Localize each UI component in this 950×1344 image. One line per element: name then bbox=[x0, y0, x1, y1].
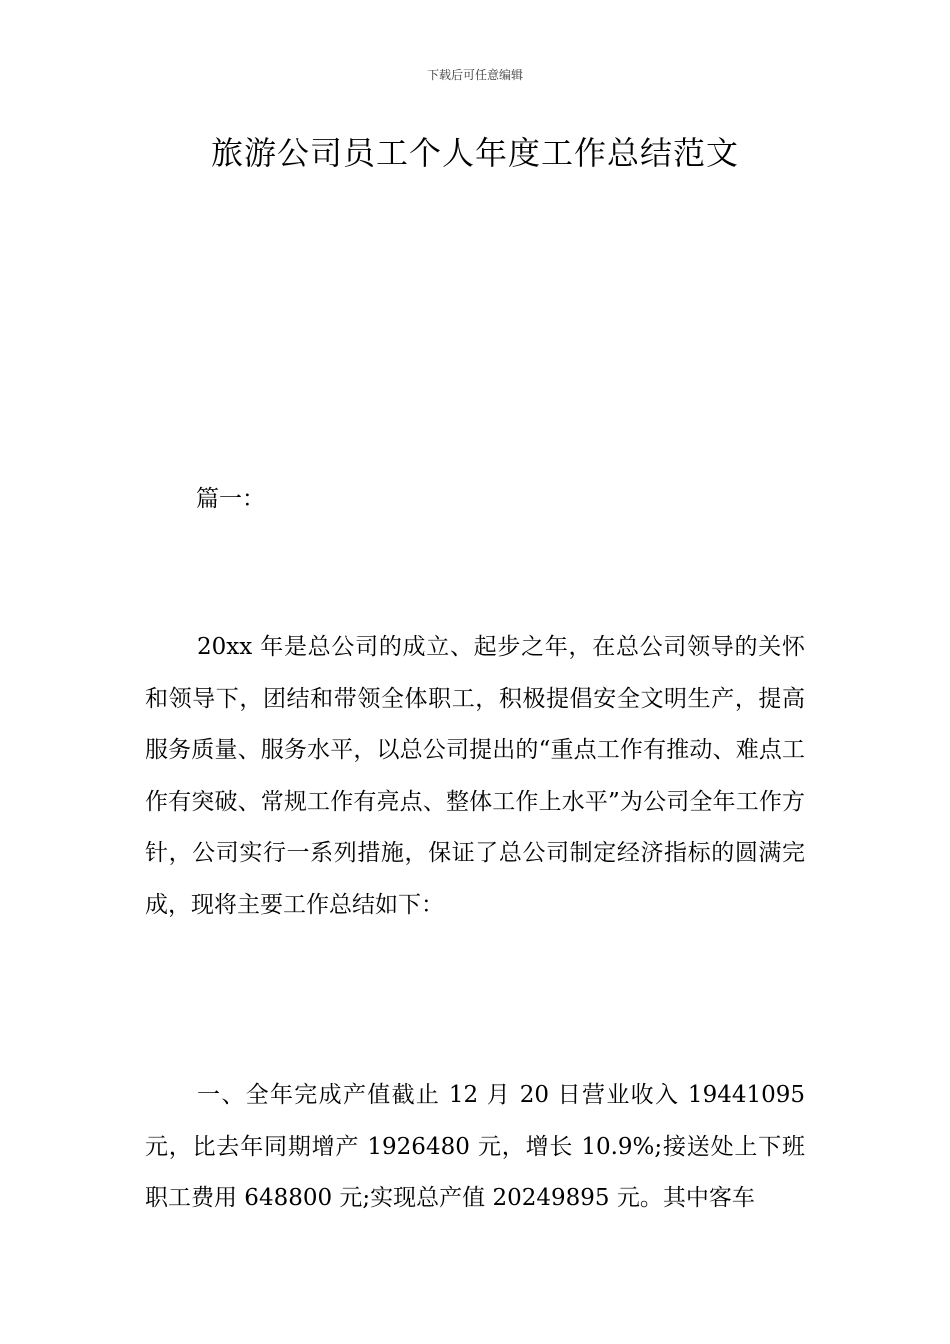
document-title: 旅游公司员工个人年度工作总结范文 bbox=[210, 134, 739, 172]
section-heading: 篇一： bbox=[196, 486, 265, 512]
paragraph-output: 一、全年完成产值截止 12 月 20 日营业收入 19441095 元，比去年同期增产 1926480 元，增长 10.9%;接送处上下班职工费用 648800 元;实现总产值 20249895 元。其中客车 bbox=[145, 1082, 805, 1212]
header-note: 下载后可任意编辑 bbox=[426, 68, 523, 82]
paragraph-intro: 20xx 年是总公司的成立、起步之年，在总公司领导的关怀和领导下，团结和带领全体职工，积极提倡安全文明生产，提高服务质量、服务水平，以总公司提出的“重点工作有推动、难点工作有突破、常规工作有亮点、整体工作上水平”为公司全年工作方针，公司实行一系列措施，保证了总公司制定经济指标的圆满完成，现将主要工作总结如下： bbox=[145, 634, 805, 918]
